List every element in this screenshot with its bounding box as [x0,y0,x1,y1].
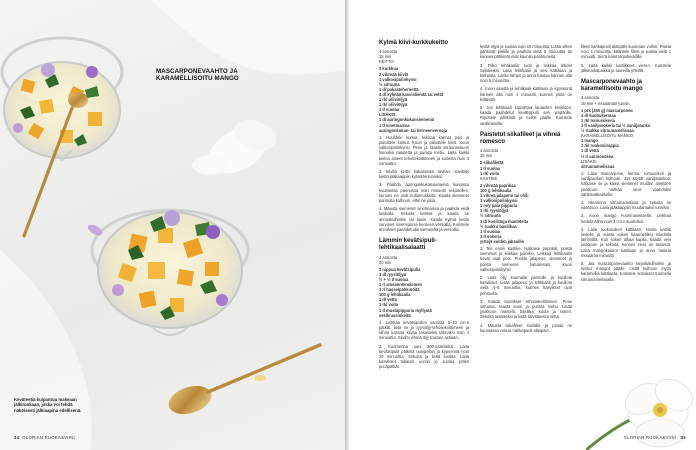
ingredient: 1 rkl oliiviöljyä [379,102,408,108]
dish-title: MASCARPONEVAAHTO JA KARAMELLISOITU MANGO [156,68,239,83]
recipe-step: 2. Laita öljy kuumalle pannulle ja kuullota kasvikset. Lisää jalapeno ja lehtikaali ja kuullota vielä 4–5 minuuttia, kunnes kasvikset ovat pehmeitä. [480,275,572,296]
recipe-step: 5. Laita kaikki kastikkeet vieren. Koristele jälkiruokapaikka ja tuoreilla yrteillä. [581,62,671,73]
bottom-bowl [92,210,320,419]
ingredient: 1 rkl voita [480,170,500,176]
ingredient-list [581,108,671,133]
time: 20 min [379,259,392,265]
recipe-meta [379,255,469,265]
ingredient: 100 g lehtikaalia [480,188,512,194]
recipe-step: 4. Laita ruokosokeri kattilaan. Nosta kattila liedelle ja sulata sokeri karamelliksi miedolla lämmöllä. Kun sokeri alkaa kuplia, kaada vesi joukkoon ja sekoita, kunnes seos on tasaista. Laita mangokuutiot kattilaan ja anna hautua muutama minuutti. [581,226,671,258]
page-number: 35 [680,435,686,440]
ingredient: 2 kurkkua [379,66,399,72]
recipe-step: 1. Laita mascarpone, kerma, tomusokeri ja vaniljasokeri kulhoon. Jos käytät vaniljatankoa, halkaise se ja kaavi siemenet muiden aineiden joukkoon. Vatkaa seos vaahdoksi sähkövatkaimella. [581,170,671,197]
right-page-folio [624,435,686,440]
section-label: KASTIKE [480,175,498,181]
ingredient: 1 dl auringonkukansiemeniä [379,117,435,123]
time: 15 min + muutaman tunnin [581,100,630,106]
recipe-step: 2. Hienonna sitruunamelissa ja sekoita se vaahtoon. Laita jääkaappiin muutamaksi tunniksi. [581,199,671,211]
recipe-column-2 [480,42,572,339]
recipe-step: fileet nahkapuoli alaspäin kuumaan voihin. Paista noin 4 minuuttia, kääntele fileet ja paista vielä 1 minuutti. Siirrä kalat tarjoiluvadille. [581,44,671,60]
ingredient: yrttejä soiden jaksoille [480,238,524,244]
recipe-step: 1. Huuhtele kurkut, leikkaa kannat pois ja paloittele kurkut. Kuori ja paloittele kiivit. Kuori valkosipulinkynsi. Pese ja raasta sitruunankuori hienoksi raastetta ja purista mehu. Laita kaikki keiton aineet tehosekoittimeen ja sosesta noin 3 minuuttia. [379,134,469,166]
recipe-step: 3. Kuori mango kuorimaveitsellä. Leikkaa hedelmäliha noin 2 cm:n kuutioiksi. [581,213,671,224]
ingredient: 3 dl ryysiöljyä [379,271,407,277]
recipe-column-3 [581,42,671,288]
recipe-kiwi-cucumber-soup [379,40,469,232]
photo-caption: Keväteetiä kuipantuu makeaan jälkiruokaan, joska voi tehdä näköisesti jälkiaapina edellisenä. [14,397,82,413]
recipe-step: 4. Mausta siemenet sinetmaissa ja paahda vielä lusikalla. Sekoita keittoa ja kaada se annoskulhoihin tai lasiin. Kaada kylmä keitto varvoset sinetmaissa herneen versoilla. Koristele annokset paahdetuilla siemenillä ja versoilla. [379,206,469,232]
ingredient: 2 nippua kevätsipulia [379,266,421,272]
recipe-step: 1. Tee ensin kastike. Halkaise paprikat, poista siemenet ja leikkaa paloiksi. Leikkaa lehtikaalin kovat osat pois. Puolita jalapeno, siemenet ja poista siemenet halutessasi. Kuori valkosipulinkynsi. [480,246,572,272]
ingredient: 1 dl vettä [581,148,599,154]
recipe-step: 3. Pilko lehtikaalin ruoti ja leikkaa lehdet suikaleiksi. Laita lehtikaali ja vesi kattilaan ja kiehauta. Laske lämpö ja anna hautua kannen alla noin 5 minuuttia. [480,62,572,84]
extra-ingredient-list [581,164,671,169]
ingredient: 1 rkl voita [379,302,399,308]
left-page [0,0,345,450]
recipe-step: 3. Paahda auringonkukansiemeniä kuivassa kuumassa pannussa noin minuutti sekoitellen, kunnes ne ovat kullanruskeita. Kaada siemenet pannulta kulhoon, ettei ne pala. [379,182,469,203]
page-number: 34 [14,435,20,440]
ingredient: 1 tl suolaa [480,228,501,234]
servings: 4 annosta [379,49,397,55]
ingredient: ½ + ½ tl suolaa [379,276,409,282]
recipe-meta [480,148,572,158]
ingredient: 1 valkosipulinkynsi [379,76,417,82]
section-label: KEITTO [379,59,394,65]
ingredient: 1 prk (250 g) mascarponea [581,107,633,113]
section-label: LISÄKSI [581,158,597,164]
ingredient: 1 tl suolaa [480,165,501,171]
ingredient: 1 tl vaniljasokeria tai ½ vaniljatanko [581,122,651,128]
recipe-whitefish-romesco [480,132,572,333]
ingredient: 2 siikafilettä [480,160,504,166]
sauce-ingredient-list [480,183,572,244]
ingredient: ½ ruukku basilikaa [480,223,517,229]
left-page-folio [14,435,75,440]
recipe-step: 2. Siivilöi keitto halutessasi siivilän. Siivilöity keitto jääkaappiin kylmään tunniksi. [379,168,469,180]
ingredient: sitruunamelissaa [581,163,615,169]
ingredient: 1 mango [581,138,598,144]
ingredient: 1 vihreä jalapeno tai chili [480,193,529,199]
ingredient: 1 rkl tomusokeria [581,117,615,123]
time: 25 min [480,153,493,159]
ingredient: 1 dl vettä [379,297,397,303]
section-label: KARAMELLISOITU MANGO [581,133,634,139]
ingredient-list [480,160,572,175]
ingredient: ½ sitruuna [379,81,400,87]
recipe-meta [379,49,469,64]
recipe-step: 4. Mausta siikafileet suolalla ja paista ne kuumassa voissa nahkapuoli alaspäin. [480,322,572,333]
ingredient: vesikrassinkeitä [379,312,411,318]
recipe-column-1 [379,40,469,376]
ingredient: 1 valkosipulinkynsi [480,198,518,204]
right-page [349,0,696,450]
ingredient: 1 rkl ruokosiirappia [581,143,619,149]
recipe-title: Paistetut siikafileet ja vihreä romesco [480,131,561,146]
ingredient: 100 g lehtikaalia [379,292,411,298]
ingredient: auringonkukan- tai herneenversoja [379,127,448,133]
recipe-step: 5. Jaa mascarponevaahto tarjoilukulhoihin ja lusikoi mangot päälle. Lisää kulhoon myös karamellia kattilasta. Koristele annokset tuoreella sitruunamelissalla. [581,261,671,282]
ingredient: 1 rs/y pala pippuria [480,203,518,209]
recipe-step: 3. Kaada kasvikset tehosekoittimeen. Pese sitruuna, raasta kuori ja purista mehu. Lisää joukkoon mantelit, basilika, suola ja sokeri. Sekoita tasaiseksi ja lisää tarvittaessa vettä. [480,298,572,320]
ingredient-list [379,66,469,132]
recipe-step: 2. Kuumenna uuni 200-asteiseksi. Laita kevätsipulit pätkinä uunipeltiin ja kypsennä noin 10 minuuttia. Sekoita ja lisää suolaa. Laita kasvikset takaisin uuniin ja suolaa pötkö puolipätkät. [379,343,469,370]
recipe-step: 1. Leikkaa kevätsipulien varsista 5–10 cm:n pätkät, laita ne jo ryysiöljy-tehosekoittimeen ja tahna kanssa kiivaa tasaiseksi tahnaksi noin 4 minuuttia. Siivilöi vihreä öljy toiseen astiaan. [379,319,469,341]
recipe-meta [581,95,671,105]
ingredient: 1 tl sinetmaissa [379,122,410,128]
ingredient: 1 tl mustapippuria myllystä [379,307,432,313]
recipe-spring-onion-kale-salad [379,238,469,369]
recipe-step: 4. Kuori aluetta ja lehtikaali kattilaan ja kypsennä kannen alla noin 1 minuutti, kunnes pinta on kiiltävää. [480,86,572,102]
time: 15 min [379,54,392,60]
ingredient: ½ ruukku sitruunamelissaa [581,127,634,133]
ingredient: ½ sitruuna [480,213,501,219]
top-bowl [2,38,122,236]
ingredient: 1 dl kuorittuja manteleita [480,218,529,224]
ingredient: 1 rl hasselpähkinöitä [379,287,420,293]
recipe-title: Lämmin kevätsipuli-lehtikaalisalaatti [379,238,437,252]
ingredient: 1 dl pakastehernettä [379,86,419,92]
magazine-name: GLORIAN RUOKA&VIINI [623,435,677,440]
ingredient: LISÄKSI [379,112,396,118]
ingredient: 2 vihreää kiiviä [379,71,409,77]
ingredient: ½ rl aarniosokea [581,153,614,159]
ingredient: 1 dl kuohukermaa [581,112,616,118]
recipe-title: Kylmä kiivi-kurkkukeitto [379,40,449,46]
recipe-title: Mascarponevaahto ja karamellisoitu mango [581,79,643,93]
servings: 4 annosta [581,95,599,101]
ingredient-list [379,267,469,318]
ingredient: 2 vihreää paprikaa [480,182,516,188]
recipe-step: 5. Jos lehtikaali kasvattaa lautasten keskiöön, kaada paahdetut kevätsipulit sen ympärille. Ripottele pähkinät ja ruohit päälle. Koristele vesikrassilla. [480,105,572,126]
servings: 4 annosta [379,254,397,260]
mango-ingredient-list [581,138,671,158]
ingredient: 1 tl sokeria [480,233,502,239]
ingredient: 1 tl suolaa [379,107,400,113]
ingredient: 4 dl kylmää kasvisliemtä tai vettä [379,91,444,97]
recipe-step: levitä öljyä ja suolaa noin 10 minuuttia. Lisää sitten pähkinät pellille ja paahda vielä 5 minuuttia tai kunnes pähkinät ovat kauniin paahtuneita. [480,44,572,60]
recipe-mascarpone-mango [581,79,671,282]
ingredient: 1 rkl ryysiöljyä [480,208,509,214]
ingredient: 1 rkl oliiviöljyä [379,97,408,103]
ingredient: 1 rl ameannöinsiemen [379,282,423,288]
magazine-name: GLORIAN RUOKA&VIINI [22,435,75,440]
servings: 4 annosta [480,148,498,154]
